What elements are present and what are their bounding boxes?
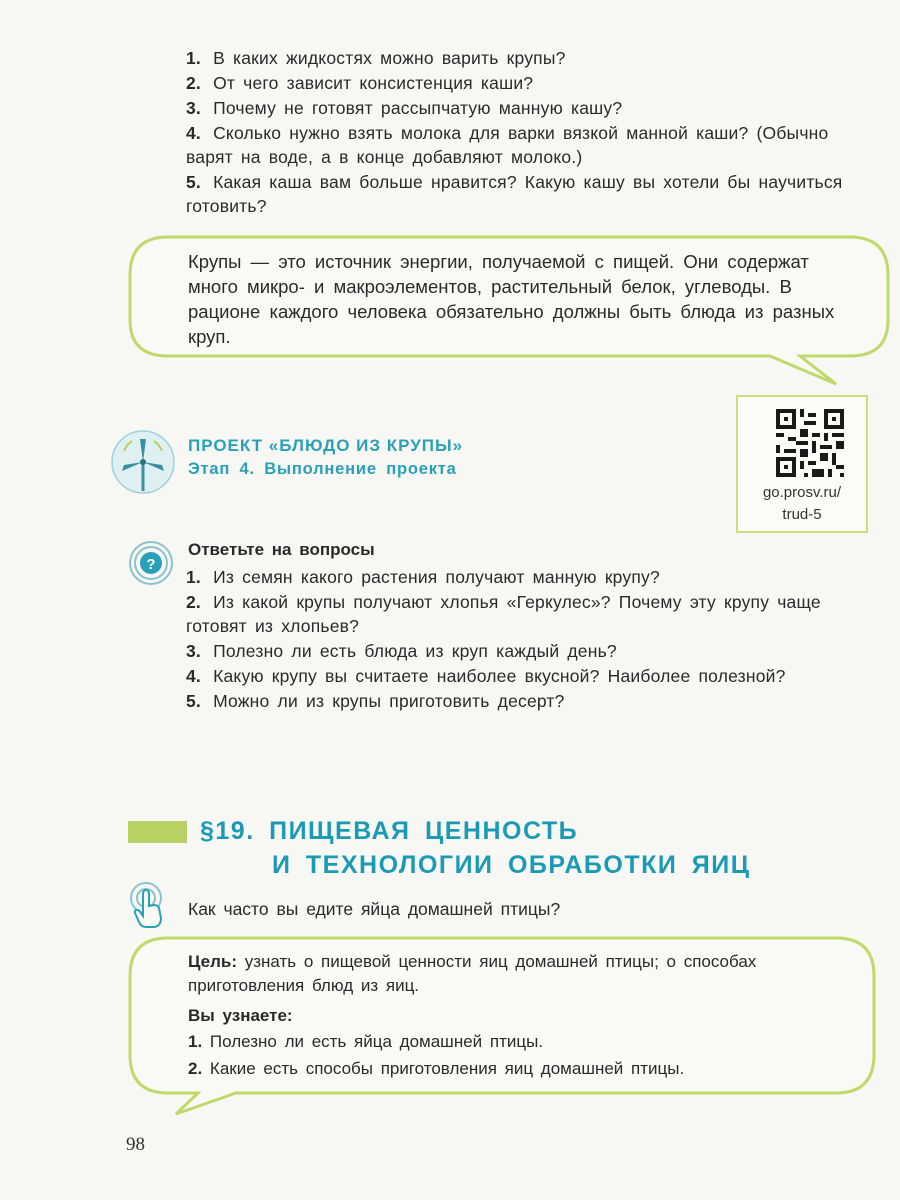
list-item: 4. Какую крупу вы считаете наиболее вкусной? Наиболее полезной? (186, 666, 786, 686)
windmill-icon (110, 429, 176, 495)
qr-caption-line2[interactable]: trud-5 (782, 506, 822, 523)
info-bubble-text: Крупы — это источник энергии, получаемой с пищей. Они содержат много микро- и макроэлементов, растительный белок, углеводы. В рационе каждого человека обязательно должны быть блюда из разных круп. (188, 251, 835, 347)
list-item: 2. Из какой крупы получают хлопья «Геркулес»? Почему эту крупу чаще готовят из хлопьев? (186, 592, 821, 636)
qr-caption-line1[interactable]: go.prosv.ru/ (762, 484, 842, 501)
touch-hand-icon (126, 880, 174, 932)
svg-text:?: ? (146, 556, 156, 573)
page-number: 98 (126, 1134, 145, 1155)
list-item: 1. Из семян какого растения получают манную крупу? (186, 567, 660, 587)
list-item: 1. Полезно ли есть яйца домашней птицы. (188, 1032, 544, 1051)
project-title: ПРОЕКТ «БЛЮДО ИЗ КРУПЫ» (188, 436, 464, 455)
project-stage: Этап 4. Выполнение проекта (188, 460, 457, 478)
learn-label: Вы узнаете: (188, 1006, 293, 1025)
list-item: 1. В каких жидкостях можно варить крупы? (186, 48, 566, 68)
qr-code-box[interactable] (736, 395, 868, 533)
qr-code-icon (776, 409, 844, 477)
list-item: 3. Почему не готовят рассыпчатую манную кашу? (186, 98, 623, 118)
paragraph-marker-bar (128, 821, 187, 843)
paragraph-title: §19. ПИЩЕВАЯ ЦЕННОСТЬ И ТЕХНОЛОГИИ ОБРАБОТКИ ЯИЦ (200, 817, 751, 879)
goal-block (188, 950, 856, 1081)
list-item: 4. Сколько нужно взять молока для варки вязкой манной каши? (Обычно варят на воде, а в конце добавляют молоко.) (186, 123, 829, 167)
question-icon (128, 540, 174, 586)
answer-question-list (186, 565, 886, 714)
list-item: 3. Полезно ли есть блюда из круп каждый день? (186, 641, 617, 661)
intro-question: Как часто вы едите яйца домашней птицы? (188, 899, 561, 919)
list-item: 2. От чего зависит консистенция каши? (186, 73, 534, 93)
list-item: 5. Можно ли из крупы приготовить десерт? (186, 691, 565, 711)
list-item: 2. Какие есть способы приготовления яиц домашней птицы. (188, 1059, 685, 1078)
list-item: 5. Какая каша вам больше нравится? Какую кашу вы хотели бы научиться готовить? (186, 172, 843, 216)
answer-heading: Ответьте на вопросы (188, 540, 375, 559)
goal-text: Цель: узнать о пищевой ценности яиц домашней птицы; о способах приготовления блюд из яиц. (188, 952, 757, 995)
